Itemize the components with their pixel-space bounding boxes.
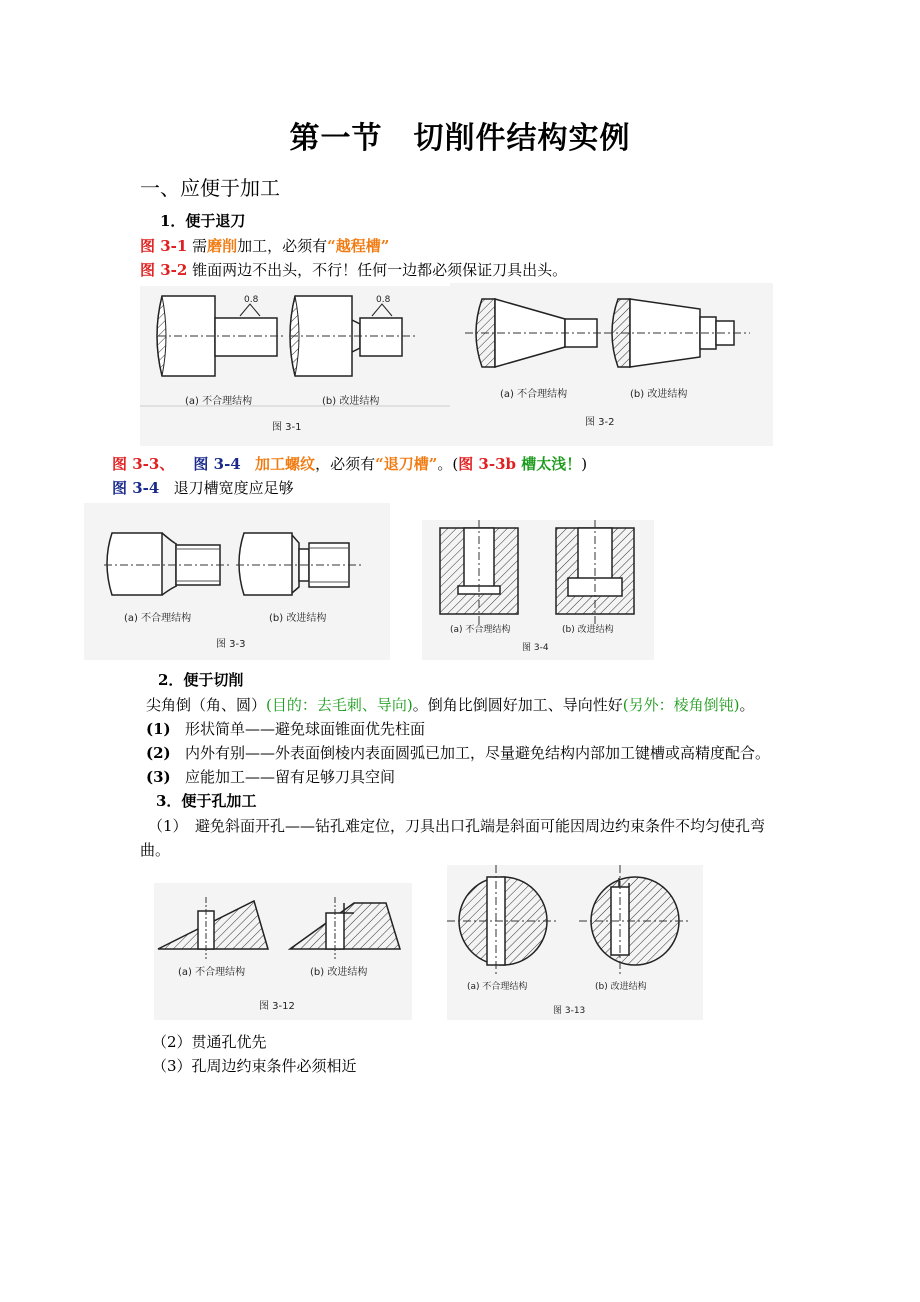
section-heading-1: 一、应便于加工	[140, 176, 280, 200]
figure-3-1	[140, 286, 450, 446]
caption-b: (b) 改进结构	[322, 396, 380, 407]
figure-ref: 图 3-3b	[458, 455, 517, 473]
text-span: 。	[739, 696, 755, 714]
text-line-fig32	[140, 259, 567, 280]
note-green: (目的：去毛刺、导向)	[266, 696, 413, 714]
text-span: 。倒角比倒圆好加工、导向性好	[412, 696, 623, 714]
list-item	[146, 742, 770, 763]
figure-ref: 图 3-4	[112, 479, 160, 497]
list-number: (2)	[146, 744, 171, 762]
figure-number: 图 3-2	[585, 417, 615, 428]
figure-number: 图 3-1	[272, 422, 302, 433]
text-line-fig34	[112, 477, 294, 498]
page-title: 第一节 切削件结构实例	[289, 121, 631, 156]
figure-3-4	[422, 520, 654, 660]
subsection-heading-2: 2．便于切削	[158, 671, 244, 689]
subsection-heading-1: 1．便于退刀	[160, 212, 246, 230]
figure-number: 图 3-3	[216, 639, 246, 650]
highlight: “退刀槽”	[375, 455, 438, 473]
text-span: 。(	[437, 455, 459, 473]
text-line-item3: （3）孔周边约束条件必须相近	[152, 1057, 357, 1075]
list-text: 应能加工——留有足够刀具空间	[184, 768, 395, 786]
text-line-fig33	[112, 453, 587, 474]
highlight: 槽太浅！	[516, 455, 582, 473]
figure-number: 图 3-4	[522, 643, 549, 653]
text-span: 退刀槽宽度应足够	[173, 479, 294, 497]
figure-3-12	[154, 883, 412, 1020]
text-span: 尖角倒（角、圆）	[146, 696, 267, 714]
figure-ref: 图 3-3、	[112, 455, 175, 473]
caption-b: (b) 改进结构	[595, 982, 647, 992]
caption-b: (b) 改进结构	[562, 625, 614, 635]
figure-ref: 图 3-1	[140, 237, 188, 255]
caption-b: (b) 改进结构	[630, 389, 688, 400]
surface-finish-mark: 0.8	[244, 295, 259, 305]
figure-number: 图 3-13	[553, 1006, 586, 1016]
text-line-item1-cont: 曲。	[140, 841, 171, 859]
list-number: (1)	[146, 720, 171, 738]
list-text: 内外有别——外表面倒棱内表面圆弧已加工，尽量避免结构内部加工键槽或高精度配合。	[184, 744, 770, 762]
list-item	[146, 766, 395, 787]
highlight: 加工螺纹	[255, 455, 316, 473]
text-line-chamfer	[146, 694, 754, 715]
text-line-fig31	[140, 235, 389, 256]
text-span: 加工，必须有	[237, 237, 328, 255]
figure-3-13	[447, 865, 703, 1020]
text-line-item2: （2）贯通孔优先	[152, 1033, 267, 1051]
figure-ref: 图 3-4	[193, 455, 241, 473]
subsection-heading-3: 3．便于孔加工	[156, 792, 257, 810]
list-number: (3)	[146, 768, 171, 786]
list-text: 形状简单——避免球面锥面优先柱面	[184, 720, 425, 738]
caption-a: (a) 不合理结构	[500, 389, 568, 400]
caption-b: (b) 改进结构	[310, 967, 368, 978]
caption-a: (a) 不合理结构	[467, 982, 528, 992]
figure-ref: 图 3-2	[140, 261, 188, 279]
text-span: 需	[187, 237, 208, 255]
list-item	[146, 718, 425, 739]
caption-a: (a) 不合理结构	[178, 967, 246, 978]
highlight: “越程槽”	[327, 237, 390, 255]
caption-b: (b) 改进结构	[269, 613, 327, 624]
note-green: (另外：棱角倒钝)	[622, 696, 740, 714]
text-span: ，必须有	[315, 455, 376, 473]
surface-finish-mark: 0.8	[376, 295, 391, 305]
caption-a: (a) 不合理结构	[124, 613, 192, 624]
figure-number: 图 3-12	[259, 1001, 295, 1012]
figure-3-3	[84, 503, 390, 660]
caption-a: (a) 不合理结构	[185, 396, 253, 407]
text-span: 锥面两边不出头，不行！任何一边都必须保证刀具出头。	[187, 261, 568, 279]
caption-a: (a) 不合理结构	[450, 625, 511, 635]
highlight: 磨削	[207, 237, 238, 255]
text-line-item1: （1） 避免斜面开孔——钻孔难定位，刀具出口孔端是斜面可能因周边约束条件不均匀使孔弯	[148, 817, 766, 835]
figure-3-2	[450, 283, 773, 446]
text-span: )	[581, 455, 588, 473]
